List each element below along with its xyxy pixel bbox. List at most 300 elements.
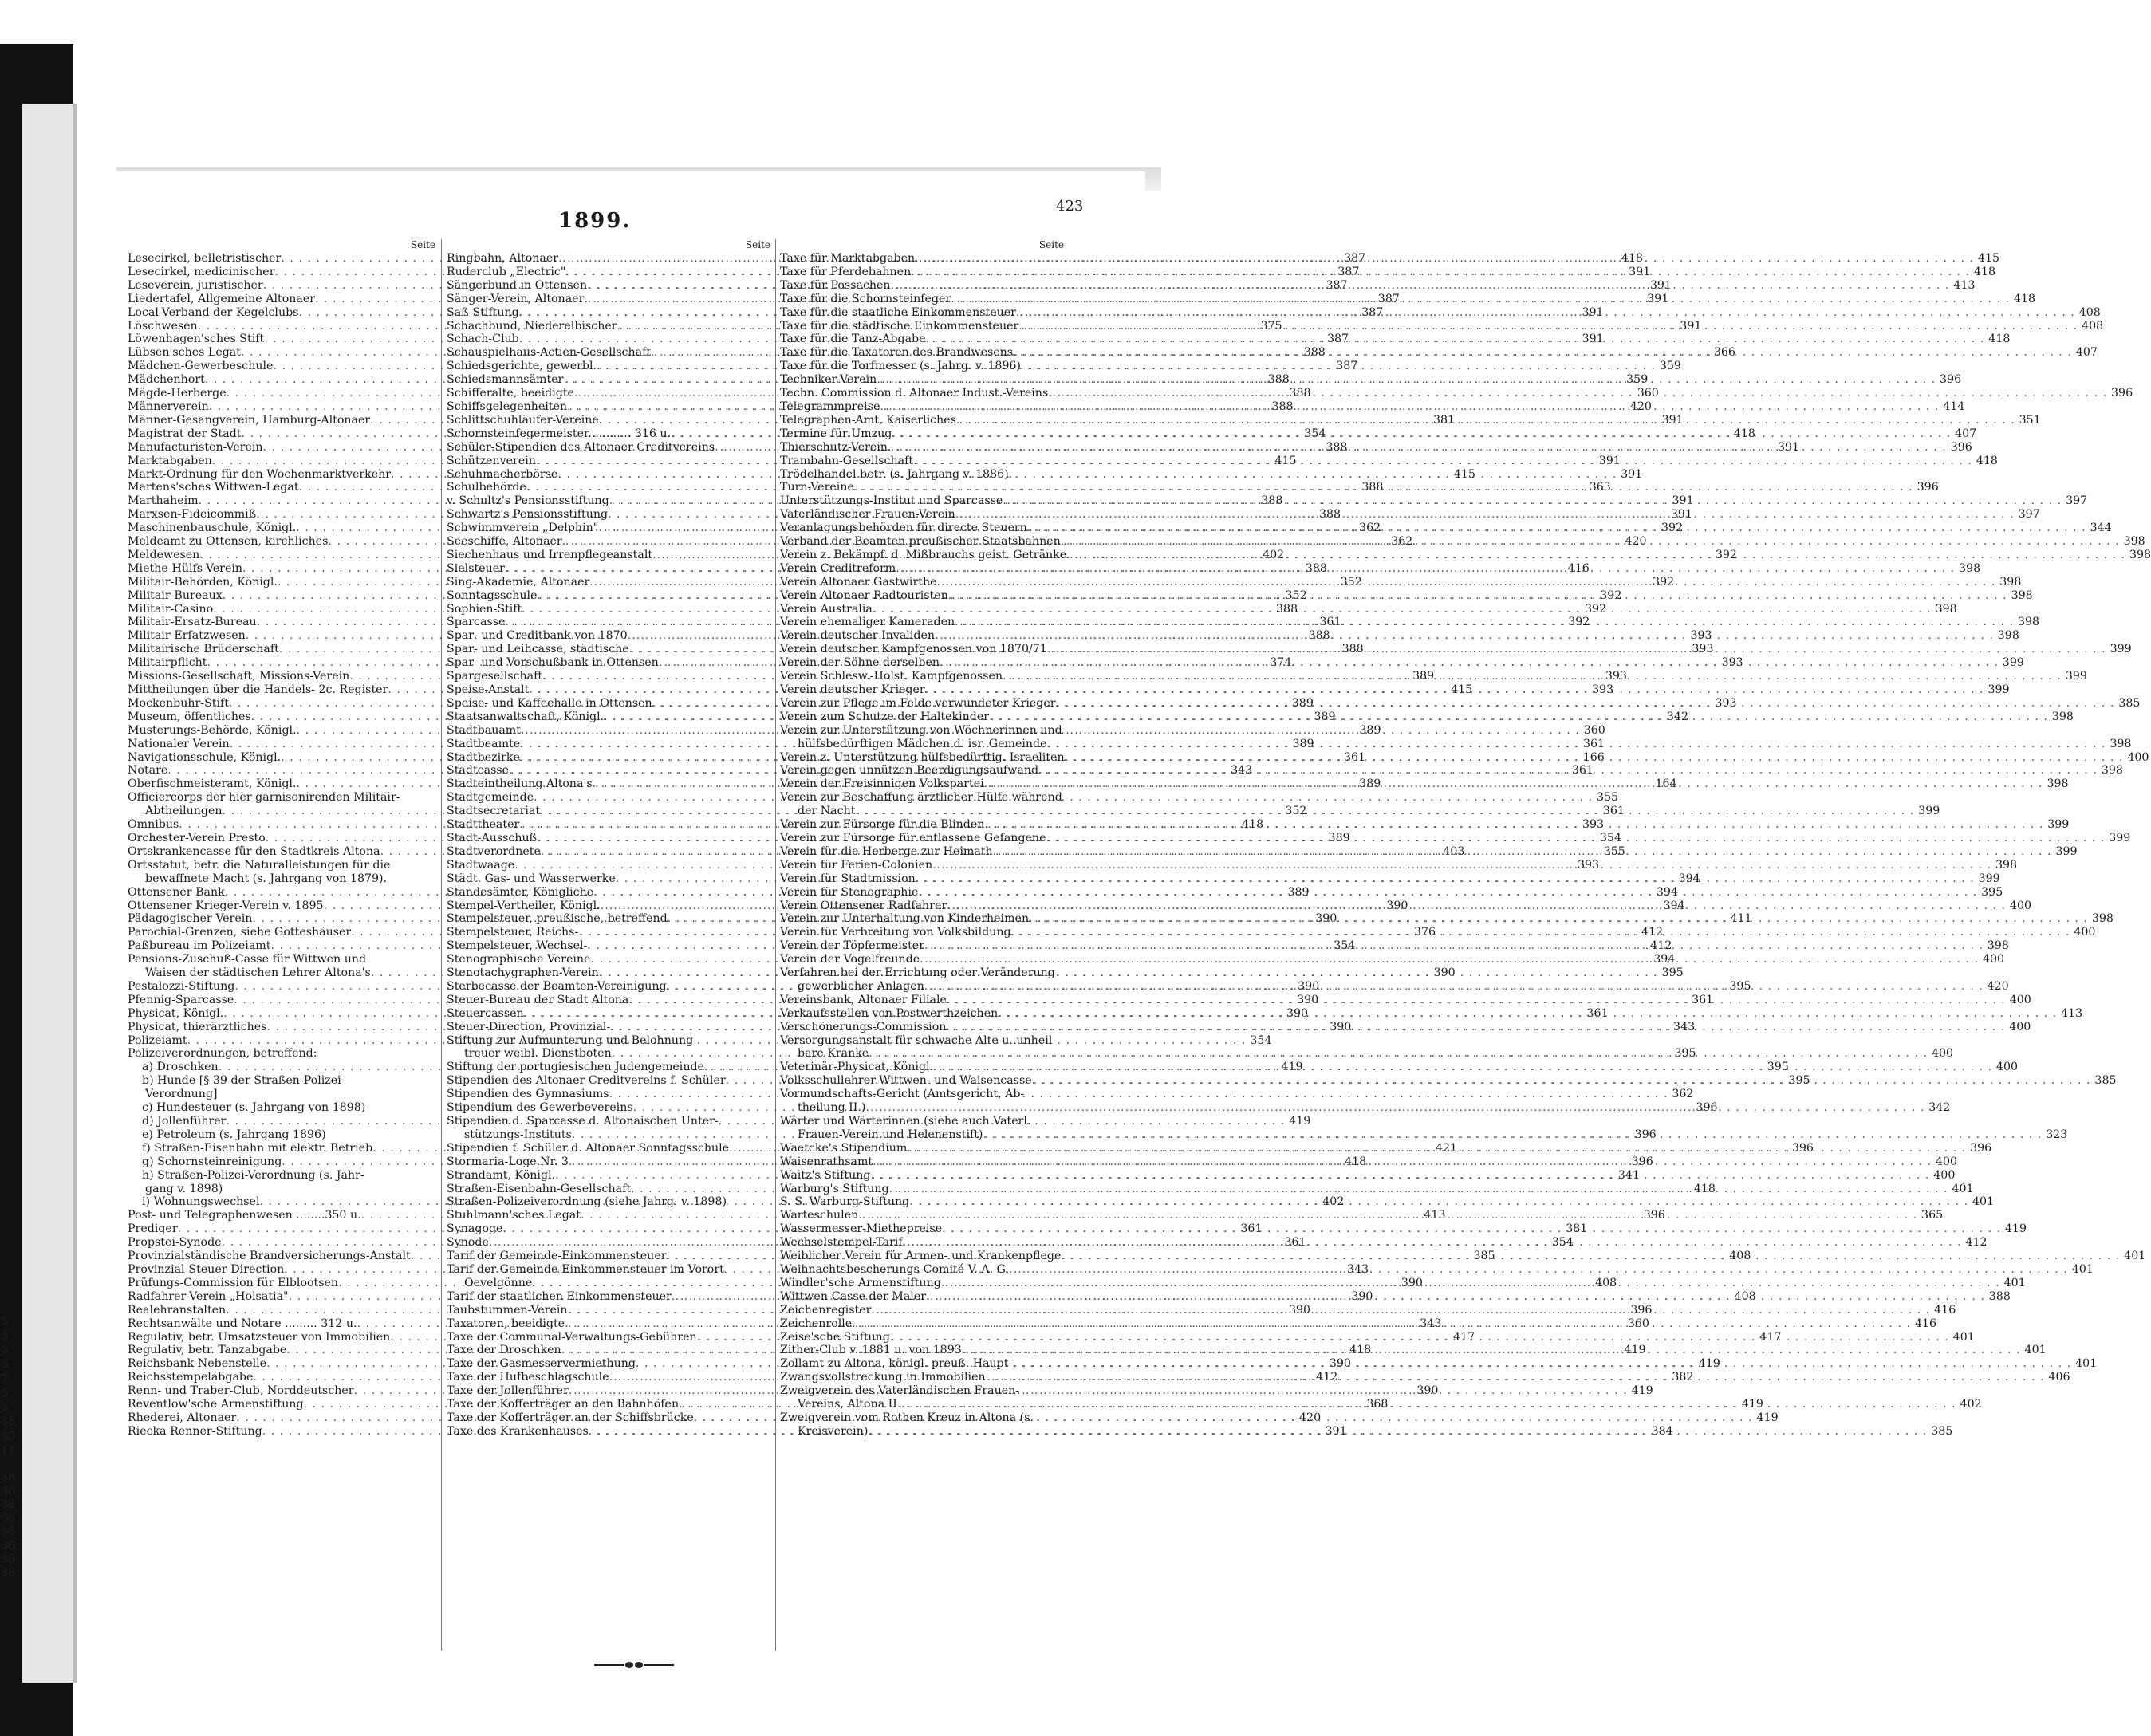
entry-page-number <box>2121 724 2147 738</box>
entry-title: Schlittschuhläufer-Vereine <box>447 413 599 427</box>
entry-title: Schüler-Stipendien des Altonaer Creditvereins <box>447 440 715 454</box>
entry-title: Verein z. Unterstützung hülfsbedürftig. Israeliten <box>780 750 1065 764</box>
entry-title: Ortskrankencasse für den Stadtkreis Altona <box>128 844 380 858</box>
entry-page-number: 399 <box>1978 872 2000 885</box>
dot-leader <box>1038 764 2098 777</box>
entry-title: g) Schornsteinreinigung <box>142 1155 282 1168</box>
dot-leader <box>557 468 1617 482</box>
dot-leader <box>865 1101 1924 1115</box>
entry-page-number: 398 <box>1999 575 2022 589</box>
entry-title: Verein z. Bekämpf. d. Mißbrauchs geist. Getränke <box>780 548 1067 561</box>
entry-title: Vereins, Altona II <box>798 1398 897 1411</box>
entry-page-number: 361 <box>1319 616 1341 629</box>
entry-page-number: 343 <box>1231 764 1253 777</box>
entry-page-number: 361 <box>1284 1236 1306 1250</box>
entry-title: Verein deutscher Invaliden <box>780 629 935 643</box>
dot-leader <box>1056 697 2115 711</box>
entry-title: Lesecirkel, medicinischer <box>128 265 275 278</box>
entry-page-number: 388 <box>1341 643 1364 656</box>
entry-title: Stipendium des Gewerbevereins <box>447 1101 633 1115</box>
dot-leader <box>920 953 1979 966</box>
entry-title: Sonntagsschule <box>447 589 538 602</box>
entry-page-number: 342 <box>1666 710 1688 723</box>
entry-title: Militairpflicht <box>128 656 207 670</box>
ornament-divider <box>594 1660 674 1670</box>
entry-title: Termine für Umzug <box>780 427 892 440</box>
entry-title: Speise- und Kaffeehalle in Ottensen <box>447 696 652 710</box>
entry-page-number: 398 <box>1935 602 1957 616</box>
index-entry <box>780 1034 1066 1048</box>
entry-title: Waisen der städtischen Lehrer Altona's <box>145 966 371 980</box>
entry-page-number: 415 <box>1453 467 1475 481</box>
dot-leader <box>936 576 1995 589</box>
dot-leader <box>891 279 1950 293</box>
entry-title: Siechenhaus und Irrenpflegeanstalt <box>447 548 653 561</box>
adjacent-page-number: 36 <box>2 1486 15 1498</box>
entry-title: Stadt-Ausschuß <box>447 831 538 844</box>
entry-title: Verein für Stenographie <box>780 885 919 899</box>
entry-title: Polizeiverordnungen, betreffend: <box>128 1047 317 1061</box>
dot-leader <box>946 1021 2005 1034</box>
entry-page-number: 398 <box>2047 777 2069 791</box>
entry-title: Lesecirkel, belletristischer <box>128 252 282 265</box>
entry-title: Militair-Ersatz-Bureau <box>128 616 257 629</box>
entry-page-number: 401 <box>1972 1195 1995 1209</box>
dot-leader <box>896 562 1955 576</box>
entry-title: Männer-Gesangverein, Hamburg-Altonaer <box>128 413 371 427</box>
entry-page-number: 393 <box>1582 818 1605 832</box>
entry-page-number: 413 <box>1953 278 1976 292</box>
entry-page-number: 388 <box>1276 602 1298 616</box>
dot-leader <box>993 845 2052 859</box>
entry-page-number: 390 <box>1351 1289 1373 1303</box>
entry-title: Realehranstalten <box>128 1303 227 1317</box>
dot-leader <box>926 1290 1985 1304</box>
entry-title: Pensions-Zuschuß-Casse für Wittwen und <box>128 953 367 966</box>
entry-page-number: 389 <box>1314 710 1336 723</box>
entry-title: Meldeamt zu Ottensen, kirchliches <box>128 535 329 549</box>
entry-page-number: 387 <box>1337 265 1360 278</box>
entry-title: Verordnung] <box>145 1088 218 1101</box>
entry-title: Straßen-Polizeiverordnung (siehe Jahrg. v. 1898) <box>447 1195 727 1209</box>
entry-page-number: 365 <box>1921 1209 1944 1222</box>
entry-page-number <box>2090 1115 2115 1128</box>
entry-title: Zither-Club v. 1881 u. von 1893 <box>780 1344 962 1357</box>
entry-title: Magistrat der Stadt <box>128 427 242 440</box>
index-entry <box>128 1183 437 1196</box>
entry-title: Weiblicher Verein für Armen- und Krankenpflege <box>780 1250 1062 1263</box>
index-entry <box>780 1411 1066 1425</box>
entry-page-number: 389 <box>1359 723 1381 737</box>
entry-page-number: 402 <box>1322 1195 1345 1209</box>
entry-page-number: 400 <box>2074 926 2096 939</box>
dot-leader <box>1046 832 2105 845</box>
entry-title: Taxe der Gasmesservermiethung <box>447 1357 636 1371</box>
entry-title: Taxe der Communal-Verwaltungs-Gebühren <box>447 1330 697 1344</box>
dot-leader <box>940 656 1999 670</box>
entry-page-number: 398 <box>1997 629 2019 643</box>
entry-title: S. S. Warburg-Stiftung <box>780 1195 910 1209</box>
entry-title: Taxe der Kofferträger an der Schiffsbrücke <box>447 1411 694 1424</box>
entry-page-number: 354 <box>1334 939 1356 953</box>
dot-leader <box>868 1425 1927 1439</box>
entry-title: Stipendien des Altonaer Creditvereins f. Schüler <box>447 1074 726 1088</box>
dot-leader <box>932 859 1991 872</box>
entry-title: Sparcasse <box>447 616 506 629</box>
entry-page-number: 391 <box>1621 467 1643 481</box>
entry-page-number: 387 <box>1326 278 1348 292</box>
entry-page-number: 396 <box>1630 1303 1653 1317</box>
entry-page-number: 413 <box>1424 1209 1446 1222</box>
entry-page-number: 385 <box>1931 1424 1953 1438</box>
entry-page-number: 419 <box>1698 1357 1720 1371</box>
entry-title: Militair-Bureaux <box>128 589 223 602</box>
entry-title: Zwangsvollstreckung in Immobilien <box>780 1371 986 1384</box>
entry-title: Taxe für die Tanz-Abgabe <box>780 333 926 346</box>
entry-title: theilung II.) <box>798 1101 866 1115</box>
entry-title: Versorgungsanstalt für schwache Alte u. unheil- <box>780 1033 1057 1047</box>
entry-page-number: 408 <box>2078 305 2101 319</box>
entry-page-number: 392 <box>1715 548 1737 561</box>
entry-title: Taxe für die städtische Einkommensteuer <box>780 319 1019 333</box>
entry-title: Unterstützungs-Institut und Sparcasse <box>780 494 1003 508</box>
dot-leader <box>924 939 1984 953</box>
entry-title: Steuer-Bureau der Stadt Altona <box>447 993 629 1006</box>
entry-page-number: 391 <box>1777 440 1800 454</box>
entry-title: Pestalozzi-Stiftung <box>128 979 235 993</box>
entry-page-number: 361 <box>1602 805 1625 818</box>
dot-leader <box>1013 346 2072 360</box>
entry-title: Turn-Vereine <box>780 481 854 494</box>
entry-title: Pfennig-Sparcasse <box>128 993 234 1006</box>
entry-title: Stormaria-Loge Nr. 3 <box>447 1155 569 1168</box>
entry-page-number: 381 <box>1566 1222 1588 1236</box>
entry-title: Seeschiffe, Altonaer <box>447 535 562 549</box>
entry-title: h) Straßen-Polizei-Verordnung (s. Jahr- <box>142 1168 364 1182</box>
dot-leader <box>915 252 1974 266</box>
entry-title: Waitz's Stiftung <box>780 1168 871 1182</box>
entry-title: Spargesellschaft <box>447 670 543 683</box>
entry-page-number: 343 <box>1673 1020 1696 1033</box>
entry-title: Verein der Freisinnigen Volkspartei <box>780 777 984 791</box>
entry-title: Schach-Club <box>447 333 519 346</box>
entry-page-number: 397 <box>2066 494 2088 508</box>
entry-page-number: 359 <box>1626 373 1649 387</box>
entry-title: Schützenverein <box>447 454 536 467</box>
entry-title: Stadtwaage <box>447 858 515 872</box>
entry-title: Lübsen'sches Legat <box>128 346 241 360</box>
dot-leader <box>933 1061 1992 1074</box>
entry-title: Musterungs-Behörde, Königl. <box>128 723 297 737</box>
entry-title: Prediger <box>128 1222 178 1236</box>
entry-title: d) Jollenführer <box>142 1115 227 1128</box>
dot-leader <box>889 1183 1948 1196</box>
dot-leader <box>1047 738 2106 751</box>
entry-title: Warteschulen <box>780 1209 859 1222</box>
dot-leader <box>955 616 2014 629</box>
index-entry <box>780 724 1066 738</box>
entry-title: Stipendien f. Schüler d. Altonaer Sonntagsschule <box>447 1141 730 1155</box>
entry-page-number: 418 <box>1976 454 1998 467</box>
entry-page-number: 361 <box>1343 750 1366 764</box>
entry-title: Spar- und Leihcasse, städtische <box>447 643 629 656</box>
entry-page-number: 354 <box>1551 1236 1574 1250</box>
dot-leader <box>1061 1250 2120 1263</box>
entry-page-number: 391 <box>1649 278 1672 292</box>
dot-leader <box>1016 306 2075 320</box>
entry-title: Vormundschafts-Gericht (Amtsgericht, Ab- <box>780 1088 1025 1101</box>
entry-page-number: 400 <box>2127 750 2149 764</box>
entry-page-number: 395 <box>1788 1074 1810 1088</box>
entry-title: Zeise'sche Stiftung <box>780 1330 890 1344</box>
entry-page-number: 393 <box>1692 643 1714 656</box>
entry-page-number: 352 <box>1285 589 1307 602</box>
entry-page-number: 396 <box>1631 1155 1653 1168</box>
entry-title: Oberfischmeisteramt, Königl. <box>128 777 297 791</box>
entry-title: Taxe der Droschken <box>447 1344 561 1357</box>
entry-title: Militair-Behörden, Königl. <box>128 575 278 589</box>
entry-page-number: 420 <box>1299 1411 1322 1424</box>
dot-leader <box>947 994 2006 1007</box>
dot-leader <box>1047 643 2106 656</box>
entry-title: Mädchen-Gewerbeschule <box>128 360 274 373</box>
adjacent-page-number: 11 <box>2 1445 15 1457</box>
entry-title: Wechselstempel-Tarif <box>780 1236 903 1250</box>
entry-title: f) Straßen-Eisenbahn mit elektr. Betrieb <box>142 1141 373 1155</box>
entry-page-number: 391 <box>1661 413 1684 427</box>
entry-title: Museum, öffentliches <box>128 710 251 723</box>
entry-page-number: 390 <box>1401 1276 1423 1289</box>
entry-title: hülfsbedürftigen Mädchen d. isr. Gemeinde <box>798 737 1047 750</box>
adjacent-page-strip <box>22 104 73 1683</box>
entry-page-number: 396 <box>1791 1141 1814 1155</box>
entry-title: Techniker-Verein <box>780 373 877 387</box>
entry-page-number: 366 <box>1713 346 1735 360</box>
adjacent-page-number: 35 <box>2 1431 15 1443</box>
index-entry <box>128 791 437 805</box>
entry-title: Spar- und Vorschußbank in Ottensen <box>447 656 659 670</box>
entry-page-number: 415 <box>1274 454 1297 467</box>
entry-title: Manufacturisten-Verein <box>128 440 263 454</box>
entry-title: Veterinär-Physicat, Königl. <box>780 1061 934 1074</box>
entry-page-number: 400 <box>1931 1047 1954 1061</box>
entry-page-number: 421 <box>1435 1141 1458 1155</box>
entry-title: Taxe der Jollenführer <box>447 1384 569 1398</box>
entry-page-number: 416 <box>1914 1317 1937 1330</box>
entry-page-number: 398 <box>2091 912 2114 926</box>
entry-title: Trödelhandel betr. (s. Jahrgang v. 1886). <box>780 467 1013 481</box>
entry-page-number: 388 <box>1267 373 1290 387</box>
entry-title: e) Petroleum (s. Jahrgang 1896) <box>142 1128 326 1141</box>
entry-title: Mägde-Herberge <box>128 387 227 400</box>
dot-leader <box>947 899 2006 913</box>
entry-page-number: 390 <box>1386 899 1408 912</box>
entry-title: Stadtverordnete <box>447 844 541 858</box>
entry-title: Stipendien d. Sparcasse d. Altonaischen Unter- <box>447 1115 719 1128</box>
entry-title: Stiftung zur Aufmunterung und Belohnung <box>447 1033 694 1047</box>
dot-leader <box>942 1222 2001 1236</box>
entry-page-number: 401 <box>2024 1344 2047 1357</box>
entry-page-number <box>1778 1115 1803 1128</box>
dot-leader <box>989 711 2048 724</box>
adjacent-page-number: 7 <box>2 1373 9 1385</box>
entry-title: Post- und Telegraphenwesen ........350 u. <box>128 1209 361 1222</box>
entry-page-number: 400 <box>2009 899 2032 912</box>
dot-leader <box>871 1304 1930 1317</box>
dot-leader <box>916 872 1975 886</box>
entry-title: Zollamt zu Altona, königl. preuß. Haupt- <box>780 1357 1013 1371</box>
entry-page-number: 390 <box>1315 912 1337 926</box>
entry-page-number: 396 <box>1950 440 1972 454</box>
adjacent-page-number: 5 <box>2 1316 9 1328</box>
entry-title: Liedertafel, Allgemeine Altonaer <box>128 292 316 305</box>
entry-title: Verfahren bei der Errichtung oder Veränderung <box>780 966 1055 980</box>
entry-title: Frauen-Verein und Helenenstift) <box>798 1128 983 1141</box>
entry-title: Markt-Ordnung für den Wochenmarktverkehr <box>128 467 392 481</box>
dot-leader <box>1048 387 2107 400</box>
entry-page-number: 402 <box>1960 1398 1982 1411</box>
entry-page-number: 416 <box>1567 561 1590 575</box>
entry-title: b) Hunde [§ 39 der Straßen-Polizei- <box>142 1074 345 1088</box>
entry-title: Verein zum Schutze der Haltekinder <box>780 710 990 723</box>
entry-page-number: 391 <box>1598 454 1621 467</box>
entry-title: Verein ehemaliger Kameraden <box>780 616 955 629</box>
entry-title: Verein Altonaer Radtouristen <box>780 589 948 602</box>
entry-title: Sing-Akademie, Altonaer <box>447 575 590 589</box>
entry-title: Sophien-Stift <box>447 602 522 616</box>
entry-title: Taxe für Marktabgaben <box>780 252 916 265</box>
entry-page-number: 398 <box>2051 710 2074 723</box>
entry-page-number: 395 <box>1981 885 2003 899</box>
entry-title: Schachbund, Niederelbischer <box>447 319 617 333</box>
dot-leader <box>870 1169 1929 1183</box>
entry-title: Verein zur Fürsorge für die Blinden <box>780 818 985 832</box>
entry-page-number: 388 <box>1361 481 1384 494</box>
entry-title: i) Wohnungswechsel <box>142 1195 260 1209</box>
entry-page-number: 388 <box>1318 508 1341 522</box>
entry-page-number: 388 <box>1303 346 1326 360</box>
entry-page-number: 387 <box>1344 252 1366 265</box>
entry-title: Wassermesser-Miethepreise <box>780 1222 943 1236</box>
entry-page-number: 394 <box>1678 872 1700 885</box>
dot-leader <box>956 414 2015 427</box>
dot-leader <box>935 629 1994 643</box>
entry-page-number: 418 <box>1733 427 1755 440</box>
entry-title: Spar- und Creditbank von 1870 <box>447 629 628 643</box>
entry-page-number <box>2080 360 2106 373</box>
entry-title: gewerblicher Anlagen <box>798 979 924 993</box>
dot-leader <box>948 589 2007 603</box>
entry-page-number: 391 <box>1629 265 1651 278</box>
dot-leader <box>873 1155 1932 1169</box>
entry-title: Taubstummen-Verein <box>447 1303 568 1317</box>
entry-page-number: 352 <box>1340 575 1362 589</box>
entry-page-number: 389 <box>1292 737 1314 750</box>
entry-page-number: 418 <box>2013 292 2036 305</box>
dot-leader <box>855 805 1914 818</box>
entry-page-number: 401 <box>2075 1357 2098 1371</box>
entry-page-number: 390 <box>1416 1384 1439 1398</box>
entry-title: Städt. Gas- und Wasserwerke <box>447 872 616 885</box>
entry-page-number: 419 <box>2004 1222 2027 1236</box>
entry-title: stützungs-Instituts <box>464 1128 572 1141</box>
entry-page-number: 417 <box>1759 1330 1782 1344</box>
entry-title: Telegrammpreise <box>780 400 880 413</box>
entry-page-number: 388 <box>1271 400 1294 413</box>
entry-title: der Nacht <box>798 805 856 818</box>
entry-title: Löwenhagen'sches Stift <box>128 333 265 346</box>
dot-leader <box>909 1195 1968 1209</box>
entry-page-number: 393 <box>1592 683 1614 696</box>
dot-leader <box>986 1371 2045 1384</box>
entry-page-number: 392 <box>1585 602 1607 616</box>
entry-title: Sterbecasse der Beamten-Vereinigung <box>447 979 667 993</box>
entry-title: Omnibus <box>128 818 179 832</box>
entry-title: Wärter und Wärterinnen (siehe auch Vaterl. <box>780 1115 1031 1128</box>
entry-page-number: 343 <box>1347 1262 1369 1276</box>
entry-page-number: 418 <box>1693 1182 1716 1195</box>
entry-title: Sängerbund in Ottensen <box>447 278 588 292</box>
entry-title: Stadttheater <box>447 818 520 832</box>
entry-title: Paßbureau im Polizeiamt <box>128 939 271 953</box>
entry-page-number: 390 <box>1297 993 1319 1006</box>
entry-title: Stadtcasse <box>447 764 510 777</box>
entry-page-number: 394 <box>1653 953 1676 966</box>
entry-title: Pädagogischer Verein <box>128 912 253 926</box>
dot-leader <box>911 266 1970 279</box>
entry-page-number: 418 <box>1242 818 1264 832</box>
entry-page-number: 398 <box>1987 939 2009 953</box>
entry-page-number: 384 <box>1651 1424 1673 1438</box>
entry-title: Notare <box>128 764 168 777</box>
index-entry <box>780 1088 1066 1101</box>
index-entry <box>780 791 1066 805</box>
entry-title: Verein deutscher Kampfgenossen von 1870/71 <box>780 643 1047 656</box>
entry-page-number: 385 <box>2118 696 2141 710</box>
entry-title: Wittwen-Casse der Maler <box>780 1289 926 1303</box>
entry-page-number: 392 <box>1568 616 1590 629</box>
entry-title: Schwartz's Pensionsstiftung <box>447 508 609 522</box>
seite-header: Seite <box>1038 239 1064 250</box>
entry-page-number: 419 <box>1281 1061 1303 1074</box>
entry-page-number: 361 <box>1586 1006 1609 1020</box>
entry-title: Militair-Erſatzwesen <box>128 629 246 643</box>
entry-page-number: 419 <box>1624 1344 1646 1357</box>
entry-page-number: 399 <box>2002 656 2024 670</box>
entry-title: Radfahrer-Verein „Holsatia" <box>128 1289 289 1303</box>
entry-page-number: 401 <box>2071 1262 2094 1276</box>
entry-title: Abtheilungen <box>145 805 223 818</box>
entry-page-number: 394 <box>1663 899 1685 912</box>
entry-page-number: 389 <box>1412 670 1435 683</box>
entry-title: Verein für die Herberge zur Heimath <box>780 844 993 858</box>
entry-page-number: 420 <box>1629 400 1652 413</box>
entry-title: Leseverein, juristischer <box>128 278 263 292</box>
entry-page-number: 354 <box>1304 427 1326 440</box>
entry-title: Verein für Verbreitung von Volksbildung <box>780 926 1011 939</box>
entry-page-number: 419 <box>1631 1384 1653 1398</box>
entry-page-number: 359 <box>1659 360 1681 373</box>
entry-title: Stadtbezirke <box>447 750 520 764</box>
entry-page-number: 376 <box>1413 926 1436 939</box>
entry-page-number: 368 <box>1366 1398 1389 1411</box>
entry-page-number: 420 <box>1987 979 2009 993</box>
dot-leader <box>903 1236 1962 1250</box>
entry-page-number: 403 <box>1443 844 1465 858</box>
entry-title: Stempel-Vertheiler, Königl. <box>447 899 601 912</box>
entry-title: Thierschutz-Verein <box>780 440 888 454</box>
entry-title: Sänger-Verein, Altonaer <box>447 292 585 305</box>
